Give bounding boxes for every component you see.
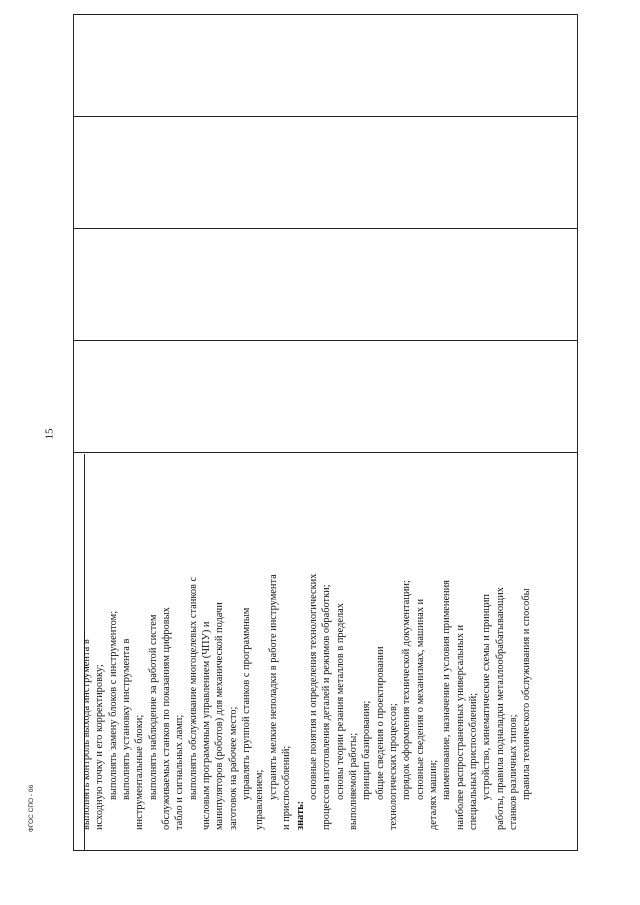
text-line: выполнять замену блоков с инструментом; bbox=[107, 610, 119, 800]
text-line: наименование, назначение и условия применения bbox=[441, 580, 453, 800]
text-line: выполнять установку инструмента в bbox=[121, 638, 133, 800]
row-divider-2 bbox=[74, 228, 577, 229]
text-line: специальных приспособлений; bbox=[467, 692, 479, 830]
text-line: выполнять наблюдение за работой систем bbox=[147, 614, 159, 800]
text-line: основы теории резания металлов в пределах bbox=[334, 603, 346, 800]
row-divider-3 bbox=[74, 340, 577, 341]
text-line: станков различных типов; bbox=[508, 714, 519, 830]
row-divider-1 bbox=[74, 116, 577, 117]
text-line: основные понятия и определения технологических bbox=[307, 573, 319, 800]
footer-label: ФГОС СПО - 06 bbox=[28, 784, 35, 832]
text-line: основные сведения о механизмах, машинах и bbox=[414, 598, 426, 800]
text-line: выполнять контроль выхода инструмента в bbox=[81, 639, 92, 830]
text-line: принцип базирования; bbox=[361, 700, 373, 800]
text-line: устройство, кинематические схемы и принцип bbox=[481, 594, 493, 800]
text-line: порядок оформления технической документации; bbox=[401, 580, 413, 800]
text-line: табло и сигнальных ламп; bbox=[174, 714, 186, 830]
competency-text-block bbox=[80, 445, 534, 830]
text-line: работы, правила подналадки металлообрабатывающих bbox=[494, 587, 506, 830]
text-line: выполняемой работы; bbox=[347, 732, 359, 830]
text-line: числовым программным управлением (ЧПУ) и bbox=[201, 621, 213, 830]
text-line: общие сведения о проектировании bbox=[374, 646, 386, 800]
page-number: 15 bbox=[43, 428, 56, 440]
text-line: деталях машин; bbox=[427, 759, 439, 830]
text-line: исходную точку и его корректировку; bbox=[94, 664, 106, 830]
text-line: правила технического обслуживания и способы bbox=[521, 588, 533, 800]
text-line: выполнять обслуживание многоцелевых станков с bbox=[187, 576, 199, 800]
text-line: манипуляторов (роботов) для механической подачи bbox=[214, 602, 226, 830]
text-line: устранять мелкие неполадки в работе инструмента bbox=[267, 574, 279, 800]
text-line: технологических процессов; bbox=[387, 703, 399, 830]
text-line: обслуживаемых станков по показаниям цифровых bbox=[161, 607, 173, 830]
text-line: наиболее распространенных универсальных и bbox=[454, 624, 466, 830]
text-line: знать: bbox=[294, 800, 306, 830]
text-line: управлением; bbox=[254, 769, 266, 830]
text-line: инструментальные блоки; bbox=[134, 714, 146, 830]
text-line: управлять группой станков с программным bbox=[241, 607, 253, 800]
text-line: заготовок на рабочее место; bbox=[227, 706, 239, 830]
text-line: и приспособлений; bbox=[281, 745, 293, 830]
text-line: процессов изготовления деталей и режимов обработки; bbox=[321, 584, 333, 830]
